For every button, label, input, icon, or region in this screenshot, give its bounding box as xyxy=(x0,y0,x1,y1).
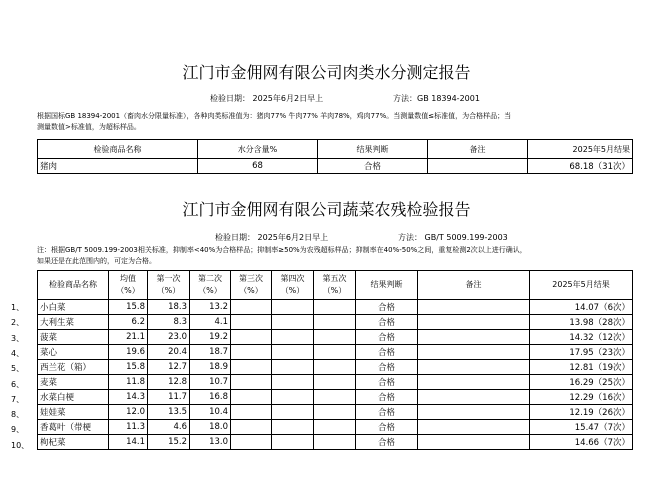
veg-t3-cell xyxy=(231,315,272,330)
veg-remark-cell xyxy=(418,345,530,360)
veg-t3-cell xyxy=(231,345,272,360)
meat-result-cell: 合格 xyxy=(318,159,428,174)
veg-t4-cell xyxy=(272,360,314,375)
veg-t4-cell xyxy=(272,315,314,330)
veg-report-table xyxy=(37,270,633,450)
veg-name-cell: 麦菜 xyxy=(38,375,109,390)
veg-avg-cell: 14.1 xyxy=(109,435,148,450)
table-row xyxy=(38,330,633,345)
veg-t2-cell: 18.7 xyxy=(190,345,231,360)
veg-remark-cell xyxy=(418,330,530,345)
veg-t2-cell: 10.4 xyxy=(190,405,231,420)
veg-report-method: 方法： GB/T 5009.199-2003 xyxy=(398,233,508,242)
table-row xyxy=(38,315,633,330)
veg-t5-cell xyxy=(314,345,356,360)
veg-t4-cell xyxy=(272,405,314,420)
veg-name-cell: 香葛叶（带梗 xyxy=(38,420,109,435)
meat-report-method: 方法：GB 18394-2001 xyxy=(393,94,480,103)
veg-name-cell: 小白菜 xyxy=(38,300,109,315)
meat-note-line-1: 根据国标GB 18394-2001（畜肉水分限量标准），各种肉类标准值为：猪肉77% 牛肉77% 羊肉78%，鸡肉77%。当测量数值≤标准值，为合格样品；当 xyxy=(37,112,512,120)
veg-may-cell: 15.47（7次） xyxy=(530,420,633,435)
table-row xyxy=(38,375,633,390)
veg-name-cell: 枸杞菜 xyxy=(38,435,109,450)
meat-header-remark: 备注 xyxy=(428,140,528,159)
veg-avg-cell: 15.8 xyxy=(109,360,148,375)
veg-avg-cell: 21.1 xyxy=(109,330,148,345)
veg-header-t5: 第五次（%） xyxy=(314,271,356,300)
veg-remark-cell xyxy=(418,315,530,330)
veg-t4-cell xyxy=(272,375,314,390)
veg-t1-cell: 23.0 xyxy=(148,330,190,345)
veg-header-may: 2025年5月结果 xyxy=(530,271,633,300)
veg-t3-cell xyxy=(231,390,272,405)
row-index: 8、 xyxy=(11,410,25,420)
veg-note-line-2: 如果还是在此范围内的，可定为合格。 xyxy=(37,257,156,265)
veg-avg-cell: 12.0 xyxy=(109,405,148,420)
veg-note-line-1: 注：根据GB/T 5009.199-2003相关标准，抑制率<40%为合格样品；抑制率≥50%为农残超标样品；抑制率在40%-50%之间，重复检测2次以上进行确认， xyxy=(37,246,527,254)
veg-name-cell: 菜心 xyxy=(38,345,109,360)
table-row xyxy=(38,405,633,420)
row-index: 3、 xyxy=(11,333,25,343)
meat-note-line-2: 测量数值>标准值，为超标样品。 xyxy=(37,123,141,131)
veg-t1-cell: 18.3 xyxy=(148,300,190,315)
veg-t1-cell: 20.4 xyxy=(148,345,190,360)
veg-t1-cell: 15.2 xyxy=(148,435,190,450)
meat-report-title: 江门市金佣网有限公司肉类水分测定报告 xyxy=(182,63,471,82)
table-row xyxy=(38,390,633,405)
veg-header-t3: 第三次（%） xyxy=(231,271,272,300)
veg-t2-cell: 4.1 xyxy=(190,315,231,330)
veg-t5-cell xyxy=(314,360,356,375)
veg-result-cell: 合格 xyxy=(356,435,418,450)
row-index: 10、 xyxy=(11,440,30,450)
veg-avg-cell: 19.6 xyxy=(109,345,148,360)
veg-avg-cell: 11.8 xyxy=(109,375,148,390)
veg-t1-cell: 8.3 xyxy=(148,315,190,330)
row-index: 7、 xyxy=(11,394,25,404)
veg-result-cell: 合格 xyxy=(356,315,418,330)
veg-t3-cell xyxy=(231,375,272,390)
veg-t2-cell: 18.9 xyxy=(190,360,231,375)
table-row xyxy=(38,420,633,435)
veg-name-cell: 娃娃菜 xyxy=(38,405,109,420)
row-index: 4、 xyxy=(11,348,25,358)
veg-may-cell: 17.95（23次） xyxy=(530,345,633,360)
table-row xyxy=(38,159,633,174)
veg-result-cell: 合格 xyxy=(356,360,418,375)
veg-t5-cell xyxy=(314,300,356,315)
veg-report-date: 检验日期： 2025年6月2日早上 xyxy=(215,233,329,242)
row-index: 2、 xyxy=(11,318,25,328)
meat-header-may: 2025年5月结果 xyxy=(528,140,633,159)
meat-report-note xyxy=(37,111,511,133)
veg-result-cell: 合格 xyxy=(356,330,418,345)
veg-t3-cell xyxy=(231,420,272,435)
row-index: 1、 xyxy=(11,303,25,312)
table-row xyxy=(38,345,633,360)
row-index: 5、 xyxy=(11,364,25,374)
meat-name-cell: 猪肉 xyxy=(38,159,198,174)
veg-t2-cell: 13.0 xyxy=(190,435,231,450)
veg-t5-cell xyxy=(314,390,356,405)
veg-t1-cell: 12.7 xyxy=(148,360,190,375)
veg-avg-cell: 15.8 xyxy=(109,300,148,315)
veg-t3-cell xyxy=(231,435,272,450)
meat-report-date: 检验日期： 2025年6月2日早上 xyxy=(210,94,324,103)
veg-header-t2: 第二次（%） xyxy=(190,271,231,300)
veg-t5-cell xyxy=(314,375,356,390)
row-index: 9、 xyxy=(11,425,25,435)
row-index: 6、 xyxy=(11,379,25,389)
veg-t4-cell xyxy=(272,420,314,435)
veg-may-cell: 16.29（25次） xyxy=(530,375,633,390)
veg-name-cell: 大利生菜 xyxy=(38,315,109,330)
meat-header-name: 检验商品名称 xyxy=(38,140,198,159)
meat-header-water: 水分含量% xyxy=(198,140,318,159)
meat-may-cell: 68.18（31次） xyxy=(528,159,633,174)
veg-result-cell: 合格 xyxy=(356,300,418,315)
veg-may-cell: 12.81（19次） xyxy=(530,360,633,375)
veg-t4-cell xyxy=(272,300,314,315)
veg-t1-cell: 4.6 xyxy=(148,420,190,435)
veg-t2-cell: 10.7 xyxy=(190,375,231,390)
veg-t1-cell: 11.7 xyxy=(148,390,190,405)
veg-t2-cell: 16.8 xyxy=(190,390,231,405)
veg-t1-cell: 12.8 xyxy=(148,375,190,390)
veg-t2-cell: 13.2 xyxy=(190,300,231,315)
meat-water-cell: 68 xyxy=(198,159,318,174)
meat-report-table xyxy=(37,139,633,174)
veg-avg-cell: 14.3 xyxy=(109,390,148,405)
veg-t4-cell xyxy=(272,435,314,450)
veg-may-cell: 12.19（26次） xyxy=(530,405,633,420)
veg-name-cell: 菠菜 xyxy=(38,330,109,345)
veg-result-cell: 合格 xyxy=(356,405,418,420)
table-row xyxy=(38,435,633,450)
meat-remark-cell xyxy=(428,159,528,174)
veg-report-note xyxy=(37,245,527,267)
veg-t4-cell xyxy=(272,330,314,345)
table-row xyxy=(38,360,633,375)
veg-t4-cell xyxy=(272,345,314,360)
veg-header-avg: 均值（%） xyxy=(109,271,148,300)
veg-header-t4: 第四次（%） xyxy=(272,271,314,300)
veg-result-cell: 合格 xyxy=(356,345,418,360)
veg-remark-cell xyxy=(418,390,530,405)
veg-result-cell: 合格 xyxy=(356,420,418,435)
veg-avg-cell: 11.3 xyxy=(109,420,148,435)
meat-header-result: 结果判断 xyxy=(318,140,428,159)
veg-avg-cell: 6.2 xyxy=(109,315,148,330)
veg-may-cell: 12.29（16次） xyxy=(530,390,633,405)
veg-remark-cell xyxy=(418,435,530,450)
veg-may-cell: 14.32（12次） xyxy=(530,330,633,345)
veg-remark-cell xyxy=(418,375,530,390)
veg-t3-cell xyxy=(231,330,272,345)
veg-remark-cell xyxy=(418,420,530,435)
veg-header-remark: 备注 xyxy=(418,271,530,300)
veg-name-cell: 西兰花（箱） xyxy=(38,360,109,375)
veg-may-cell: 14.07（6次） xyxy=(530,300,633,315)
veg-t1-cell: 13.5 xyxy=(148,405,190,420)
veg-report-title: 江门市金佣网有限公司蔬菜农残检验报告 xyxy=(182,200,471,219)
meat-table-header-row xyxy=(38,140,633,159)
veg-t3-cell xyxy=(231,405,272,420)
veg-remark-cell xyxy=(418,360,530,375)
veg-t5-cell xyxy=(314,435,356,450)
veg-t2-cell: 18.0 xyxy=(190,420,231,435)
veg-remark-cell xyxy=(418,300,530,315)
veg-may-cell: 14.66（7次） xyxy=(530,435,633,450)
veg-remark-cell xyxy=(418,405,530,420)
veg-t5-cell xyxy=(314,330,356,345)
table-row xyxy=(38,300,633,315)
veg-t2-cell: 19.2 xyxy=(190,330,231,345)
veg-t4-cell xyxy=(272,390,314,405)
veg-t5-cell xyxy=(314,315,356,330)
veg-name-cell: 水菜白梗 xyxy=(38,390,109,405)
veg-t3-cell xyxy=(231,360,272,375)
veg-result-cell: 合格 xyxy=(356,375,418,390)
veg-t5-cell xyxy=(314,420,356,435)
veg-header-name: 检验商品名称 xyxy=(38,271,109,300)
veg-table-header-row xyxy=(38,271,633,300)
veg-result-cell: 合格 xyxy=(356,390,418,405)
veg-t5-cell xyxy=(314,405,356,420)
veg-header-result: 结果判断 xyxy=(356,271,418,300)
veg-t3-cell xyxy=(231,300,272,315)
veg-may-cell: 13.98（28次） xyxy=(530,315,633,330)
veg-header-t1: 第一次（%） xyxy=(148,271,190,300)
